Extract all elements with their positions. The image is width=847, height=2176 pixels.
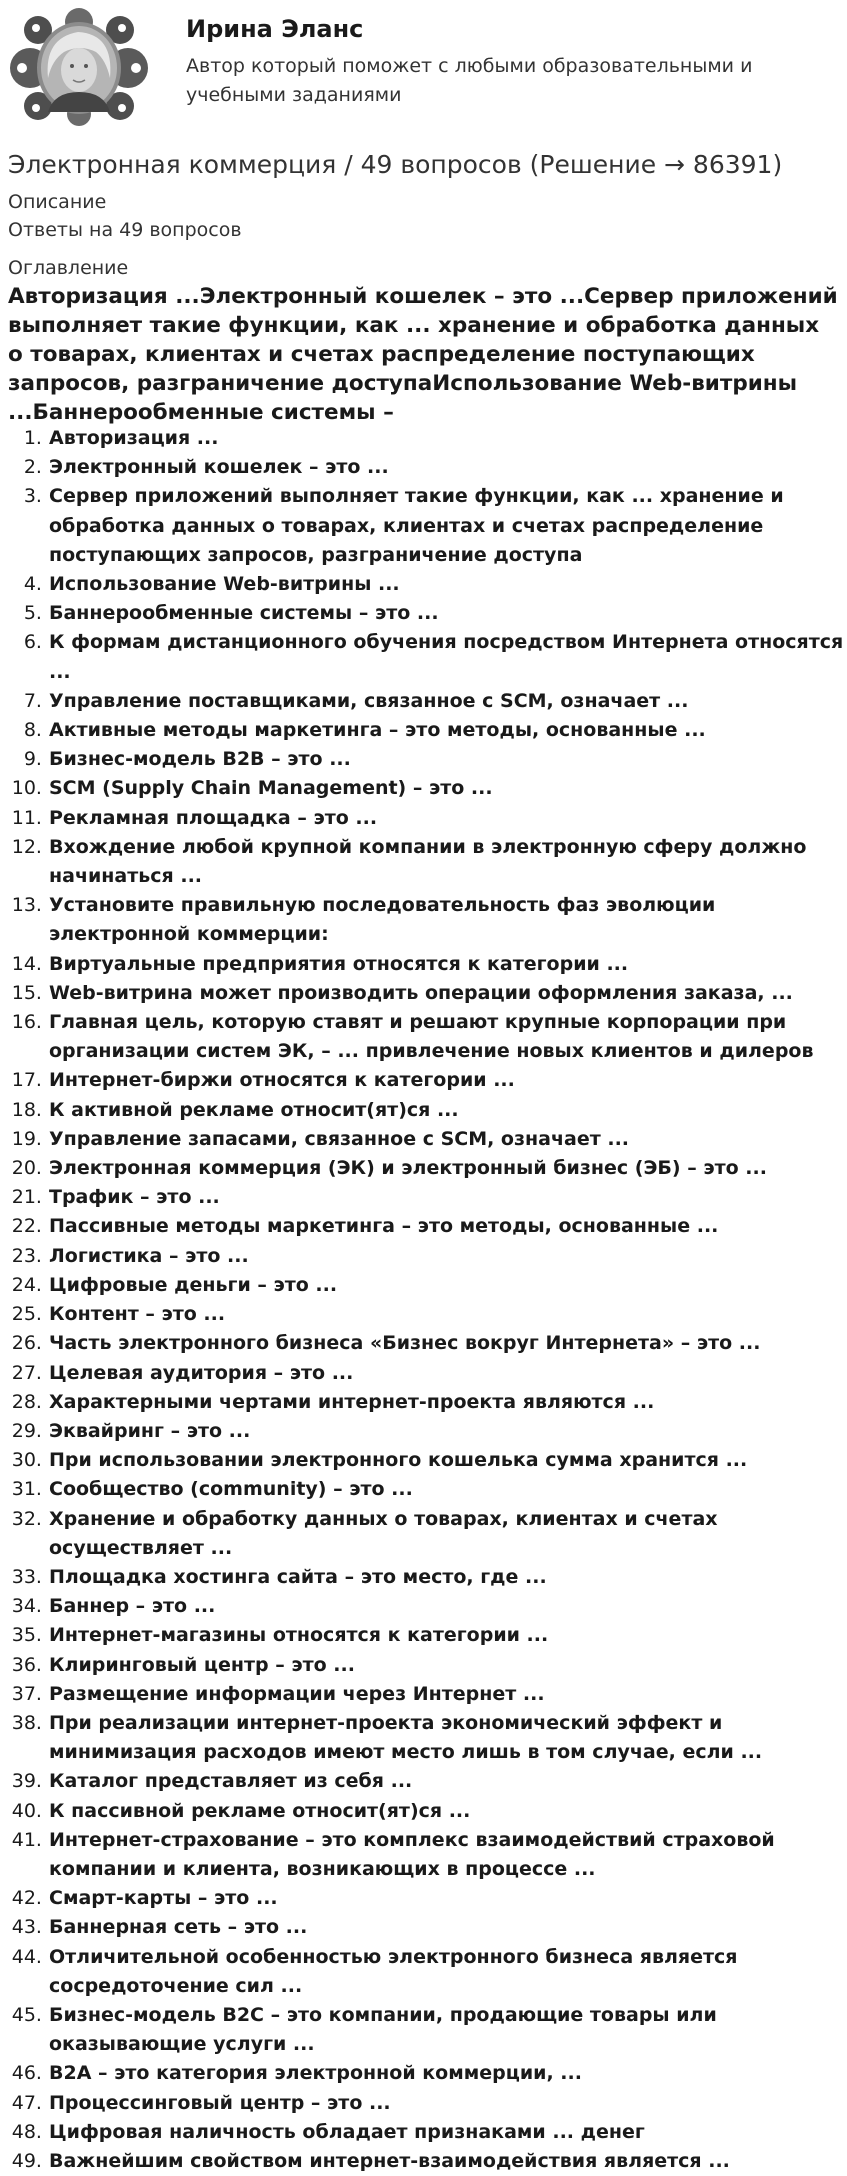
list-item: 10. SCM (Supply Chain Management) – это ... xyxy=(48,774,847,803)
list-item: 32. Хранение и обработку данных о товарах, клиентах и счетах осуществляет ... xyxy=(48,1505,847,1563)
list-item: 37. Размещение информации через Интернет ... xyxy=(48,1680,847,1709)
list-item: 21. Трафик – это ... xyxy=(48,1183,847,1212)
list-item: 43. Баннерная сеть – это ... xyxy=(48,1913,847,1942)
list-item: 19. Управление запасами, связанное с SCM, означает ... xyxy=(48,1125,847,1154)
list-item: 35. Интернет-магазины относятся к категории ... xyxy=(48,1621,847,1650)
toc-label: Оглавление xyxy=(8,257,129,279)
list-item: 17. Интернет-биржи относятся к категории ... xyxy=(48,1066,847,1095)
list-item: 14. Виртуальные предприятия относятся к категории ... xyxy=(48,950,847,979)
list-item: 3. Сервер приложений выполняет такие функции, как ... хранение и обработка данных о товарах, клиентах и счетах распределение поступающих запросов, разграничение доступа xyxy=(48,482,847,570)
list-item: 27. Целевая аудитория – это ... xyxy=(48,1359,847,1388)
list-item: 1. Авторизация ... xyxy=(48,424,847,453)
author-card xyxy=(8,8,838,128)
list-item: 41. Интернет-страхование – это комплекс взаимодействий страховой компании и клиента, возникающих в процессе ... xyxy=(48,1826,847,1884)
description-label: Описание xyxy=(8,191,107,213)
author-name[interactable]: Ирина Эланс xyxy=(186,15,364,43)
list-item: 46. B2A – это категория электронной коммерции, ... xyxy=(48,2059,847,2088)
list-item: 42. Смарт-карты – это ... xyxy=(48,1884,847,1913)
list-item: 25. Контент – это ... xyxy=(48,1300,847,1329)
list-item: 31. Сообщество (community) – это ... xyxy=(48,1475,847,1504)
list-item: 20. Электронная коммерция (ЭК) и электронный бизнес (ЭБ) – это ... xyxy=(48,1154,847,1183)
list-item: 5. Баннерообменные системы – это ... xyxy=(48,599,847,628)
list-item: 45. Бизнес-модель B2C – это компании, продающие товары или оказывающие услуги ... xyxy=(48,2001,847,2059)
list-item: 28. Характерными чертами интернет-проекта являются ... xyxy=(48,1388,847,1417)
question-list xyxy=(0,424,847,2176)
list-item: 30. При использовании электронного кошелька сумма хранится ... xyxy=(48,1446,847,1475)
list-item: 40. К пассивной рекламе относит(ят)ся ... xyxy=(48,1797,847,1826)
list-item: 18. К активной рекламе относит(ят)ся ... xyxy=(48,1096,847,1125)
list-item: 6. К формам дистанционного обучения посредством Интернета относятся ... xyxy=(48,628,847,686)
list-item: 48. Цифровая наличность обладает признаками ... денег xyxy=(48,2118,847,2147)
list-item: 22. Пассивные методы маркетинга – это методы, основанные ... xyxy=(48,1212,847,1241)
list-item: 29. Эквайринг – это ... xyxy=(48,1417,847,1446)
list-item: 7. Управление поставщиками, связанное с SCM, означает ... xyxy=(48,687,847,716)
list-item: 34. Баннер – это ... xyxy=(48,1592,847,1621)
list-item: 4. Использование Web-витрины ... xyxy=(48,570,847,599)
page-title: Электронная коммерция / 49 вопросов (Решение → 86391) xyxy=(8,150,783,179)
list-item: 47. Процессинговый центр – это ... xyxy=(48,2089,847,2118)
description-text: Ответы на 49 вопросов xyxy=(8,219,242,241)
list-item: 2. Электронный кошелек – это ... xyxy=(48,453,847,482)
list-item: 39. Каталог представляет из себя ... xyxy=(48,1767,847,1796)
list-item: 44. Отличительной особенностью электронного бизнеса является сосредоточение сил ... xyxy=(48,1943,847,2001)
list-item: 26. Часть электронного бизнеса «Бизнес вокруг Интернета» – это ... xyxy=(48,1329,847,1358)
list-item: 15. Web-витрина может производить операции оформления заказа, ... xyxy=(48,979,847,1008)
list-item: 13. Установите правильную последовательность фаз эволюции электронной коммерции: xyxy=(48,891,847,949)
list-item: 11. Рекламная площадка – это ... xyxy=(48,804,847,833)
list-item: 36. Клиринговый центр – это ... xyxy=(48,1651,847,1680)
list-item: 38. При реализации интернет-проекта экономический эффект и минимизация расходов имеют место лишь в том случае, если ... xyxy=(48,1709,847,1767)
list-item: 16. Главная цель, которую ставят и решают крупные корпорации при организации систем ЭК, – ... привлечение новых клиентов и дилеров xyxy=(48,1008,847,1066)
list-item: 49. Важнейшим свойством интернет-взаимодействия является ... xyxy=(48,2147,847,2176)
list-item: 23. Логистика – это ... xyxy=(48,1242,847,1271)
list-item: 9. Бизнес-модель B2B – это ... xyxy=(48,745,847,774)
list-item: 33. Площадка хостинга сайта – это место, где ... xyxy=(48,1563,847,1592)
author-avatar[interactable] xyxy=(8,8,150,126)
list-item: 24. Цифровые деньги – это ... xyxy=(48,1271,847,1300)
toc-summary: Авторизация ...Электронный кошелек – это ...Сервер приложений выполняет такие функции, как ... хранение и обработка данных о товарах, клиентах и счетах распределение поступающих запросов, разграничение доступаИспользование Web-витрины ...Баннерообменные системы – xyxy=(8,284,838,425)
list-item: 8. Активные методы маркетинга – это методы, основанные ... xyxy=(48,716,847,745)
author-description: Автор который поможет с любыми образовательными и учебными заданиями xyxy=(186,55,753,106)
list-item: 12. Вхождение любой крупной компании в электронную сферу должно начинаться ... xyxy=(48,833,847,891)
